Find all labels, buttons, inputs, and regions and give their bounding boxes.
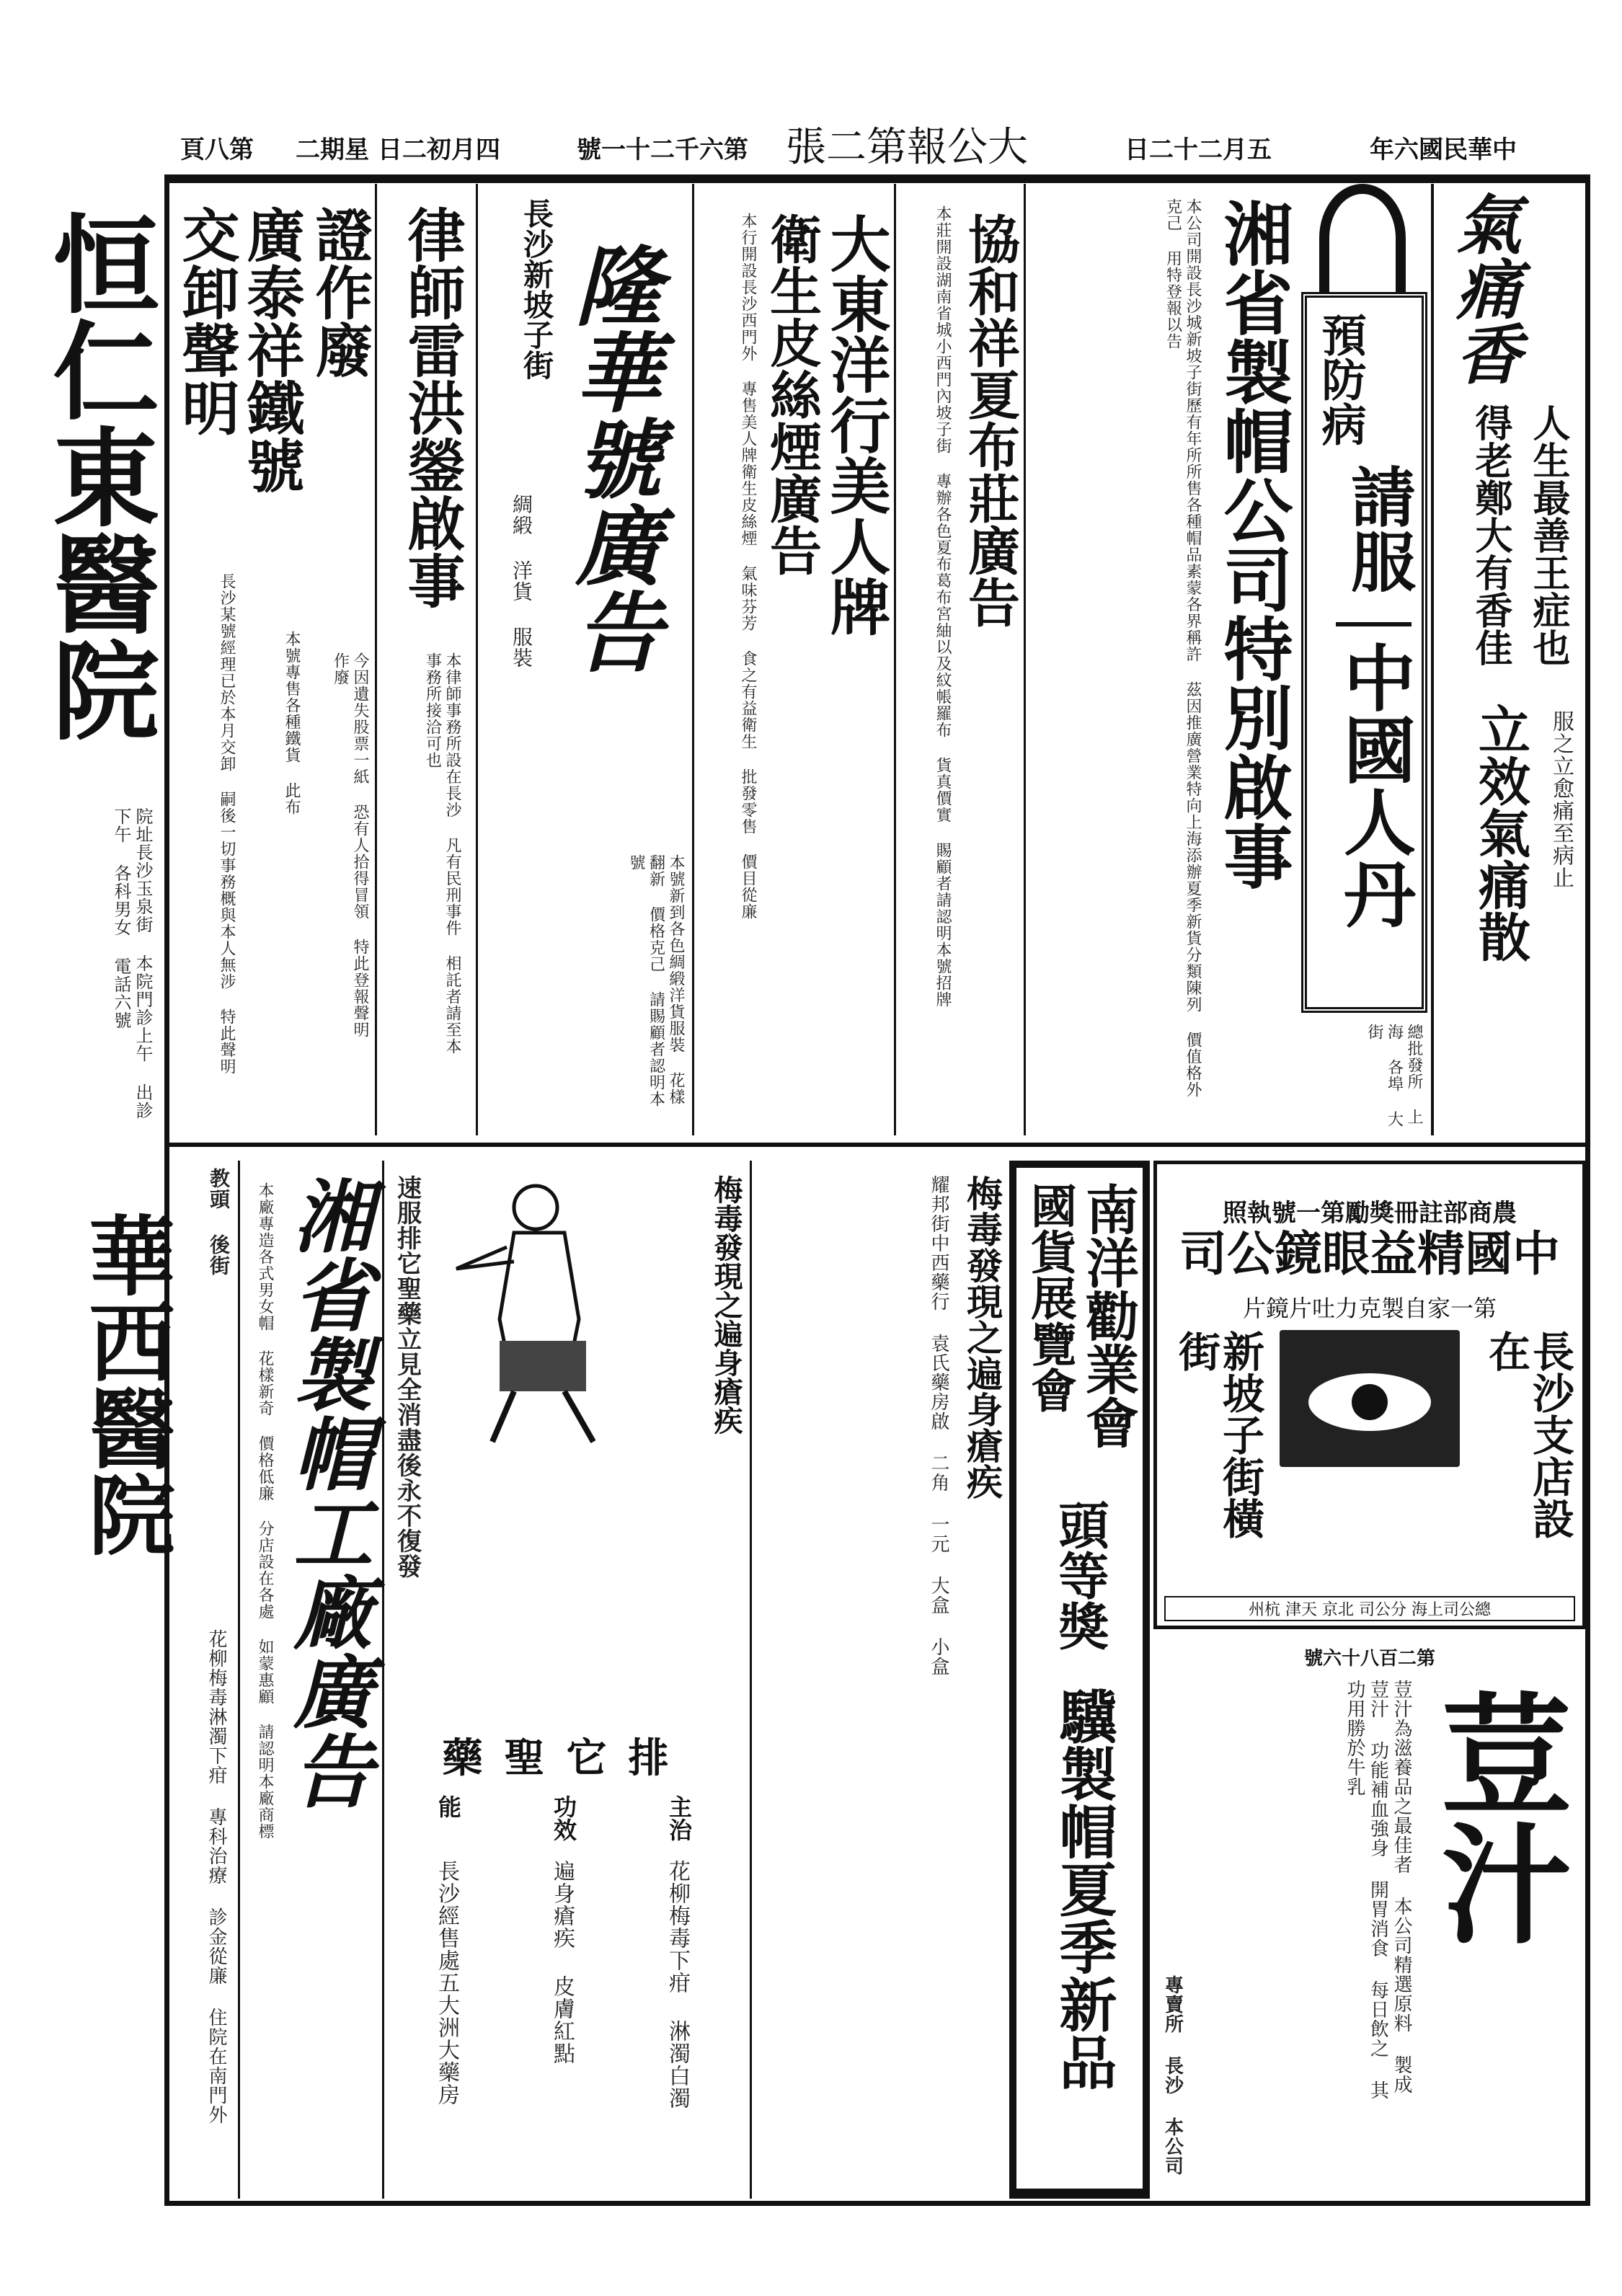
ad-body: 荳汁為滋養品之最佳者 本公司精選原料 製成荳汁 功能補血強身 開胃消食 每日飲之 其功用勝於牛乳	[1344, 1680, 1412, 2100]
ad-xiehe-xiangbu	[894, 184, 1024, 1135]
ad-title: 交卸聲明	[172, 205, 240, 436]
ad-hengren-hospital	[20, 209, 161, 1146]
ad-tags: 綢緞 洋貨 服裝	[510, 494, 533, 668]
ad-title: 南洋勸業會	[1077, 1182, 1139, 1449]
ad-note: 總批發所 上海 各埠 大街	[1365, 1024, 1423, 1127]
masthead-paper-title: 大公報第二張	[786, 124, 1028, 171]
ad-douzhi	[1153, 1672, 1586, 2199]
ad-title: 證作廢	[306, 205, 373, 378]
ad-longhua	[476, 184, 693, 1135]
ad-value: 長沙經售處五大洲大藥房	[434, 1860, 459, 2106]
ad-branch: 長沙支店設在	[1481, 1330, 1574, 1539]
ad-pharmacy-text	[750, 1161, 1008, 2199]
ad-sub: 第一家自製克力吐片鏡片	[1242, 1295, 1497, 1322]
masthead-page-no: 第八頁	[180, 136, 254, 164]
ad-body: 本行開設長沙西門外 專售美人牌衛生皮絲煙 氣味芬芳 食之有益衛生 批發零售 價目從廉	[739, 213, 757, 920]
ad-number: 第二百八十六號	[1303, 1648, 1435, 1670]
ad-title: 隆華號廣告	[561, 241, 662, 674]
ad-side-text: 速服排它聖藥立見全消盡後永不復發	[392, 1175, 422, 1579]
ad-title: 大東洋行美人牌	[820, 213, 892, 637]
ad-footer: 總公司上海 分公司 北京 天津 杭州	[1164, 1596, 1575, 1621]
ad-line: 得老鄭大有香佳	[1468, 404, 1512, 666]
ad-qitong	[1431, 184, 1589, 1135]
ad-body: 院址長沙玉泉街 本院門診上午 出診下午 各科男女 電話六號	[111, 807, 153, 1120]
ad-subtitle: 衛生皮絲煙廣告	[761, 213, 823, 576]
ad-title: 中國精益眼鏡公司	[1179, 1225, 1560, 1282]
ad-title: 湘省製帽工廠廣告	[280, 1175, 373, 1809]
ad-body: 本莊開設湖南省城小西門內坡子街 專辦各色夏布葛布宮紬以及紋帳羅布 貨真價實 賜顧者請認明本號招牌	[934, 205, 952, 1008]
ad-title: 協和祥夏布莊廣告	[960, 213, 1021, 628]
ad-label: 功效	[550, 1795, 577, 1841]
ad-product: 驥製帽夏季新品	[1050, 1687, 1117, 2091]
masthead-issue: 第六千二十一號	[577, 136, 748, 164]
ad-header: 教頭 後街	[207, 1168, 231, 1276]
ad-product: 立效氣痛散	[1470, 703, 1531, 962]
ad-value: 花柳梅毒下疳 淋濁白濁	[665, 1860, 690, 2109]
rendan-tag	[1301, 292, 1427, 1013]
masthead-date: 五月二十二日	[1125, 136, 1272, 164]
ad-label: 主治	[665, 1795, 693, 1841]
ad-xiangsheng-hat-factory	[238, 1161, 383, 2199]
ad-notices	[170, 184, 373, 1135]
ad-brand: 中國人丹	[1336, 622, 1412, 929]
ad-huaxi-hospital	[22, 1161, 235, 2199]
ad-body: 花柳梅毒淋濁下疳 專科治療 診金從廉 住院在南門外	[205, 1629, 227, 2124]
ad-body: 長沙某號經理已於本月交卸 嗣後一切事務概與本人無涉 特此聲明	[218, 573, 236, 1075]
ad-title: 恒仁東醫院	[35, 209, 161, 743]
masthead-year: 中華民國六年	[1370, 136, 1517, 164]
ad-rendan	[1298, 184, 1431, 1135]
ad-note: 服之立愈痛至病止	[1548, 710, 1574, 889]
ad-title: 華西醫院	[74, 1211, 176, 1557]
ad-title: 排它聖藥	[442, 1734, 691, 1782]
ad-lawyer	[375, 184, 477, 1135]
ad-address: 新坡子街橫街	[1171, 1330, 1264, 1539]
ad-top: 農商部註冊獎勵第一號執照	[1223, 1199, 1517, 1228]
ad-award: 頭等獎	[1050, 1499, 1110, 1651]
ad-meiren-tobacco	[692, 184, 895, 1135]
ad-title: 湘省製帽公司特別啟事	[1213, 198, 1294, 890]
ad-value: 遍身瘡疾 皮膚紅點	[549, 1860, 575, 2065]
ad-body: 今因遺失股票一紙 恐有人拾得冒領 特此登報聲明作廢	[331, 652, 369, 1038]
ad-title: 氣痛香	[1445, 191, 1521, 386]
ad-line: 人生最善王症也	[1526, 404, 1570, 666]
ad-body: 本號新到各色綢緞洋貨服裝 花樣翻新 價格克己 請賜顧者認明本號	[627, 854, 685, 1107]
ad-footer: 專賣所 長沙 本公司	[1161, 1975, 1184, 2176]
ad-jingyi-optical	[1153, 1161, 1586, 1629]
man-illustration-icon	[427, 1175, 644, 1449]
ad-title: 請服	[1339, 464, 1416, 593]
ad-body: 本廠專造各式男女帽 花樣新奇 價格低廉 分店設在各處 如蒙惠顧 請認明本廠商標	[256, 1182, 274, 1840]
ad-body: 本號專售各種鐵貨 此布	[283, 631, 301, 815]
ad-caption: 梅毒發現之遍身瘡疾	[709, 1175, 743, 1435]
ad-label: 能	[435, 1795, 462, 1818]
ad-title: 廣泰祥鐵號	[237, 205, 305, 494]
ad-maozi-company	[1024, 184, 1296, 1135]
ad-nanyang-award	[1009, 1161, 1150, 2199]
ad-body: 耀邦街中西藥行 袁氏藥房啟 二角 一元 大盒 小盒	[928, 1175, 949, 1676]
ad-paita-medicine	[382, 1161, 748, 2199]
masthead-lunar-date: 四月初二日 星期二	[296, 136, 500, 164]
eye-logo-icon	[1280, 1330, 1460, 1467]
ad-prefix: 長沙新坡子街	[519, 198, 554, 380]
ad-body: 本律師事務所設在長沙 凡有民刑事件 相託者請至本事務所接洽可也	[423, 652, 461, 1055]
ad-subtitle: 國貨展覽會	[1023, 1182, 1077, 1413]
ad-title: 荳汁	[1420, 1687, 1572, 1946]
ad-title: 梅毒發現之遍身瘡疾	[961, 1175, 1003, 1499]
ad-body: 本公司開設長沙城新坡子街歷有年所所售各種帽品素蒙各界稱許 茲因推廣營業特向上海添辦夏季新貨分類陳列 價值格外克己 用特登報以告	[1164, 198, 1202, 1098]
ad-title: 律師雷洪鎣啟事	[398, 205, 466, 609]
ad-prefix: 預防病	[1314, 312, 1367, 446]
section-divider	[164, 1143, 1590, 1147]
ribbon-icon	[1319, 184, 1406, 292]
